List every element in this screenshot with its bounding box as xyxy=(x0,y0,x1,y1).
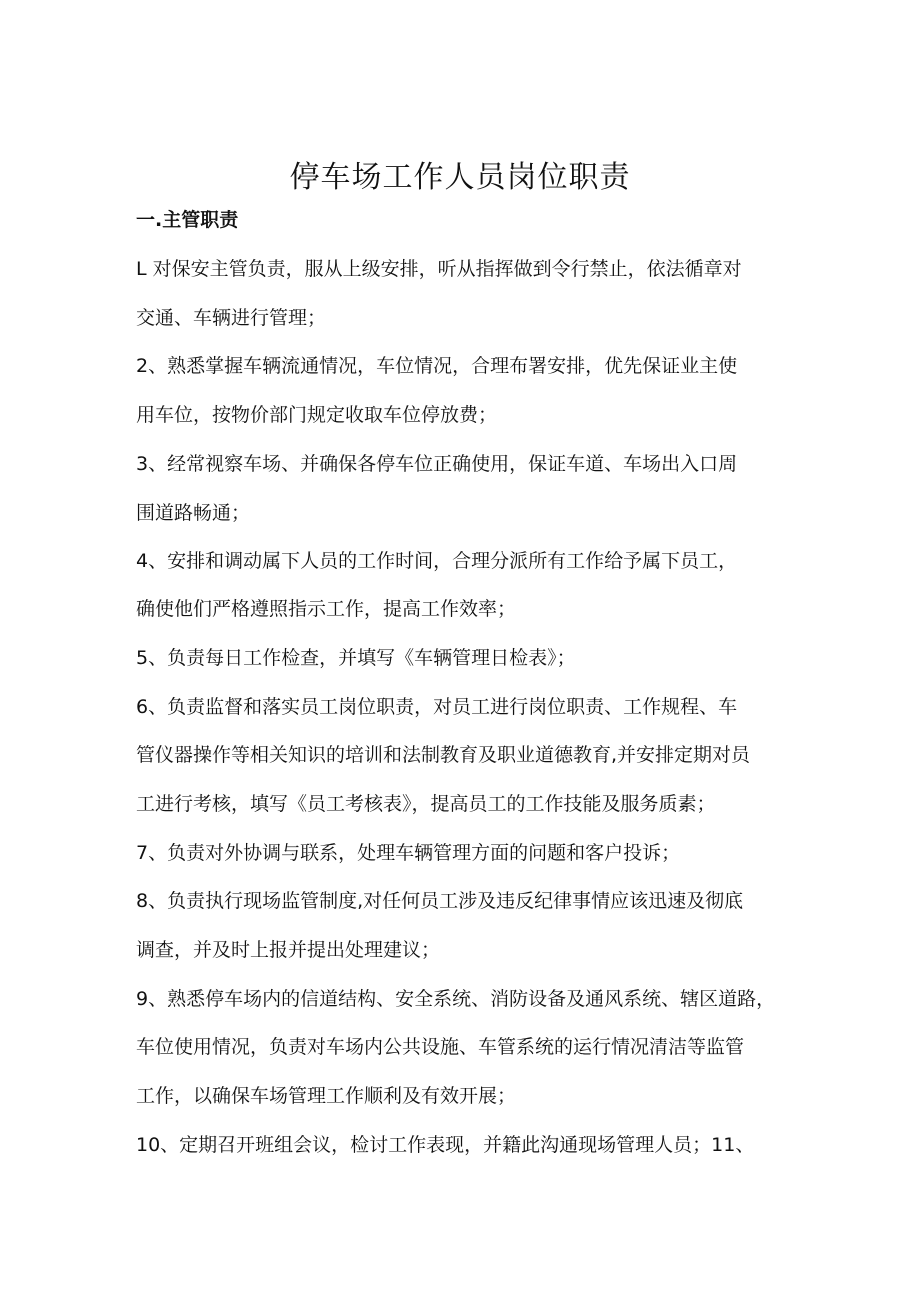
paragraph-line: 2、熟悉掌握车辆流通情况，车位情况，合理布署安排，优先保证业主使 xyxy=(136,355,738,377)
paragraph-line: 10、定期召开班组会议，检讨工作表现，并籍此沟通现场管理人员；11、 xyxy=(136,1134,755,1156)
paragraph-line: 调查，并及时上报并提出处理建议； xyxy=(136,939,441,961)
paragraph-line: 工作，以确保车场管理工作顺利及有效开展； xyxy=(136,1085,517,1107)
paragraph-line: 3、经常视察车场、并确保各停车位正确使用，保证车道、车场出入口周 xyxy=(136,453,738,475)
paragraph-line: 8、负责执行现场监管制度,对任何员工涉及违反纪律事情应该迅速及彻底 xyxy=(136,890,744,912)
paragraph-line: 交通、车辆进行管理； xyxy=(136,307,327,329)
paragraph-line: 7、负责对外协调与联系，处理车辆管理方面的问题和客户投诉； xyxy=(136,842,681,864)
paragraph-line: 工进行考核，填写《员工考核表》，提高员工的工作技能及服务质素； xyxy=(136,793,716,815)
paragraph-line: 4、安排和调动属下人员的工作时间，合理分派所有工作给予属下员工， xyxy=(136,550,738,572)
paragraph-line: 管仪器操作等相关知识的培训和法制教育及职业道德教育,并安排定期对员 xyxy=(136,744,751,766)
paragraph-line: L 对保安主管负责，服从上级安排，听从指挥做到令行禁止，依法循章对 xyxy=(136,258,742,280)
paragraph-line: 围道路畅通； xyxy=(136,502,251,524)
paragraph-line: 9、熟悉停车场内的信道结构、安全系统、消防设备及通风系统、辖区道路， xyxy=(136,988,776,1010)
paragraph-line: 确使他们严格遵照指示工作，提高工作效率； xyxy=(136,598,517,620)
paragraph-line: 用车位，按物价部门规定收取车位停放费； xyxy=(136,404,498,426)
paragraph-line: 6、负责监督和落实员工岗位职责，对员工进行岗位职责、工作规程、车 xyxy=(136,696,738,718)
section-heading: 一.主管职责 xyxy=(136,209,239,231)
paragraph-line: 5、负责每日工作检查，并填写《车辆管理日检表》； xyxy=(136,647,576,669)
paragraph-line: 车位使用情况，负责对车场内公共设施、车管系统的运行情况清洁等监管 xyxy=(136,1036,745,1058)
page-title: 停车场工作人员岗位职责 xyxy=(289,160,631,196)
